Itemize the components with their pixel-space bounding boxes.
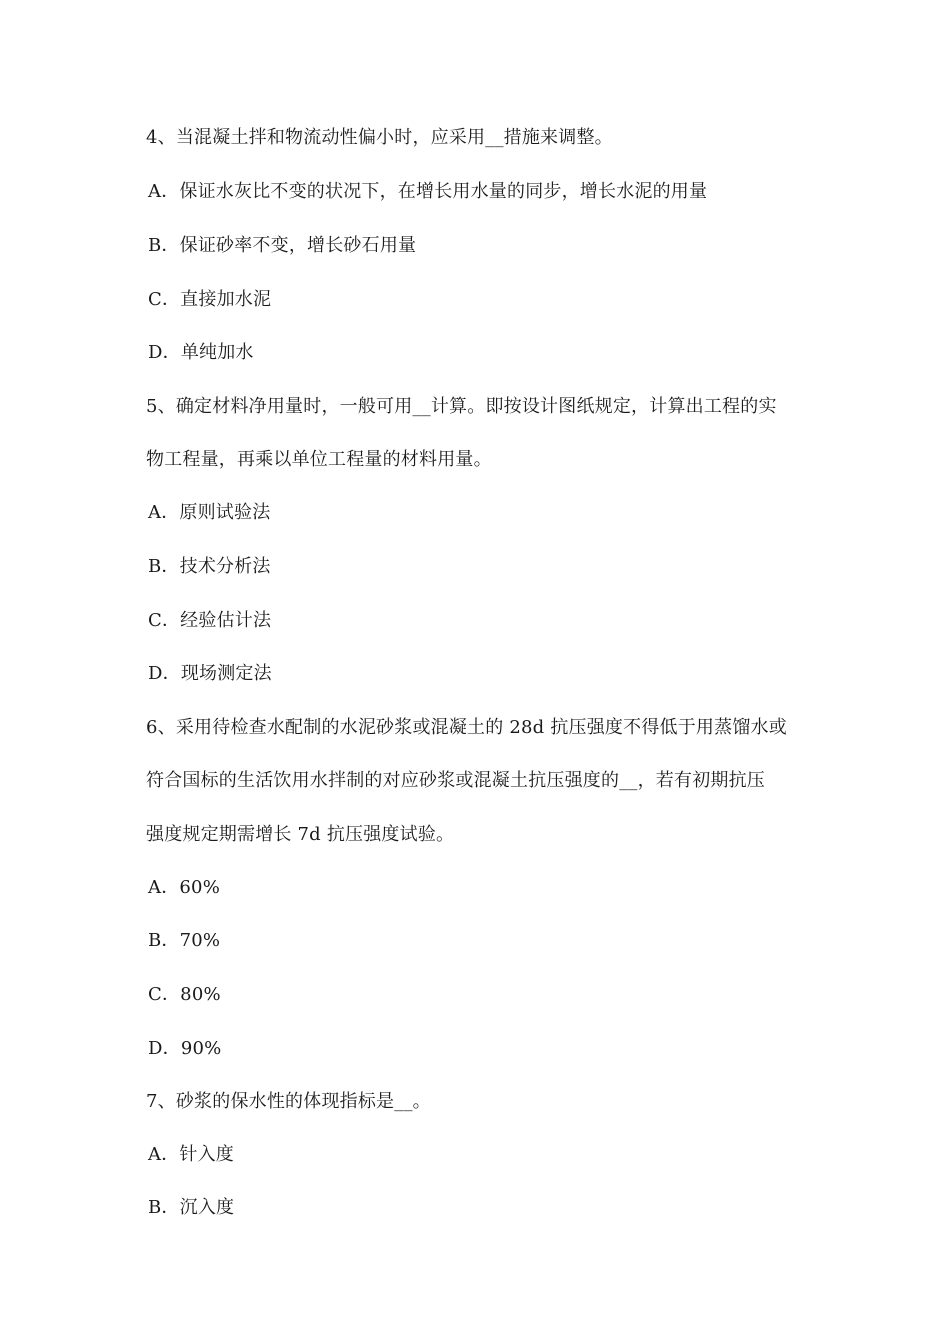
question-5-option-b: B．技术分析法 bbox=[148, 556, 271, 577]
question-7-option-b: B．沉入度 bbox=[148, 1197, 235, 1218]
question-4-option-d: D．单纯加水 bbox=[148, 342, 254, 363]
question-6-option-a: A．60% bbox=[148, 877, 221, 898]
question-6-text-line-1: 6、采用待检查水配制的水泥砂浆或混凝土的 28d 抗压强度不得低于用蒸馏水或 bbox=[146, 717, 787, 738]
question-4-option-b: B．保证砂率不变，增长砂石用量 bbox=[148, 235, 417, 256]
question-5-option-a: A．原则试验法 bbox=[148, 502, 271, 523]
question-6-text-line-3: 强度规定期需增长 7d 抗压强度试验。 bbox=[146, 824, 455, 845]
question-6-option-c: C．80% bbox=[148, 984, 221, 1005]
question-5-text-line-1: 5、确定材料净用量时，一般可用__计算。即按设计图纸规定，计算出工程的实 bbox=[146, 396, 777, 417]
question-4-text: 4、当混凝土拌和物流动性偏小时，应采用__措施来调整。 bbox=[146, 127, 613, 148]
question-6-option-d: D．90% bbox=[148, 1038, 222, 1059]
question-7-text: 7、砂浆的保水性的体现指标是__。 bbox=[146, 1091, 431, 1112]
question-4-option-c: C．直接加水泥 bbox=[148, 289, 272, 310]
question-5-option-c: C．经验估计法 bbox=[148, 610, 272, 631]
question-7-option-a: A．针入度 bbox=[148, 1144, 234, 1165]
question-6-option-b: B．70% bbox=[148, 930, 221, 951]
question-5-option-d: D．现场测定法 bbox=[148, 663, 272, 684]
question-5-text-line-2: 物工程量，再乘以单位工程量的材料用量。 bbox=[146, 449, 492, 470]
question-4-option-a: A．保证水灰比不变的状况下，在增长用水量的同步，增长水泥的用量 bbox=[148, 181, 708, 202]
question-6-text-line-2: 符合国标的生活饮用水拌制的对应砂浆或混凝土抗压强度的__，若有初期抗压 bbox=[146, 770, 765, 791]
